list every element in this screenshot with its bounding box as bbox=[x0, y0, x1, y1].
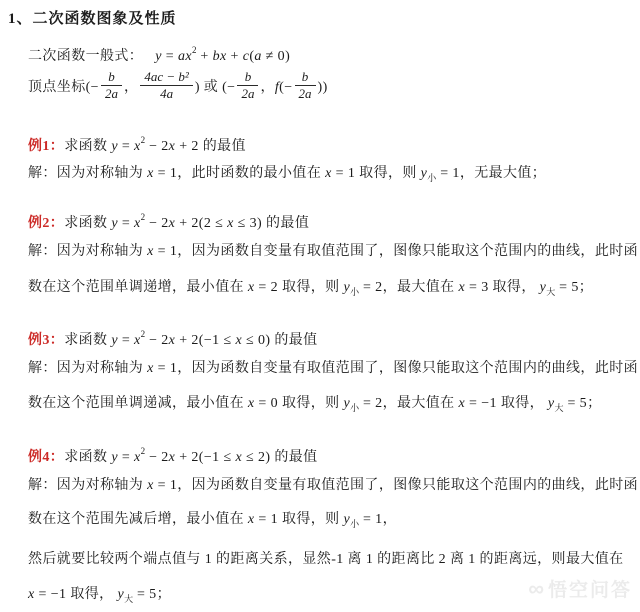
text-part: (− bbox=[218, 80, 236, 95]
text-part: = 2 bbox=[359, 280, 383, 295]
example-1-solution bbox=[28, 164, 546, 188]
text-part: x bbox=[247, 512, 255, 527]
text-part: 2 bbox=[191, 45, 197, 55]
text-part: = bbox=[117, 450, 135, 465]
text-part: = bbox=[117, 139, 135, 154]
text-part: ， bbox=[260, 80, 275, 95]
text-part: y bbox=[547, 396, 555, 411]
text-part: ， bbox=[382, 512, 397, 527]
text-part: a bbox=[254, 49, 262, 64]
example-4-solution-line-2 bbox=[28, 510, 397, 534]
text-part: + bbox=[196, 49, 213, 64]
text-part: 然后就要比较两个端点值与 1 的距离关系，显然-1 离 1 的距离比 2 离 1 的距离远，则最大值在 bbox=[28, 552, 624, 567]
text-part: 大 bbox=[546, 287, 556, 297]
example-3-solution-line-1 bbox=[28, 359, 638, 379]
vertex-formula-line bbox=[28, 62, 328, 114]
text-part: y bbox=[111, 139, 118, 154]
text-part: 求函数 bbox=[64, 450, 112, 465]
text-part: 求函数 bbox=[64, 216, 112, 231]
text-part: 取得， bbox=[492, 280, 540, 295]
text-part: y bbox=[155, 49, 162, 64]
text-part: x bbox=[227, 216, 234, 231]
text-part: 取得，则 bbox=[281, 280, 344, 295]
text-part: 的最值 bbox=[274, 333, 318, 348]
text-part: 顶点坐标 bbox=[28, 80, 86, 95]
text-part: = bbox=[161, 49, 178, 64]
text-part: = 5 bbox=[555, 280, 579, 295]
text-part: 求函数 bbox=[64, 333, 112, 348]
text-part: 大 bbox=[554, 403, 564, 413]
text-part: )) bbox=[317, 80, 328, 95]
text-part: x bbox=[134, 139, 141, 154]
text-part: + 2 bbox=[175, 139, 203, 154]
text-part: y bbox=[111, 216, 118, 231]
text-part: (− bbox=[85, 80, 99, 95]
fraction: $\frac{\text{4ac − b²}}{4a}$ bbox=[140, 69, 192, 103]
text-part: = 3 bbox=[465, 280, 493, 295]
text-part: 数在这个范围先减后增，最小值在 bbox=[28, 512, 248, 527]
text-part: 例2： bbox=[28, 216, 65, 231]
text-part: = 1 bbox=[153, 478, 178, 493]
text-part: = 1 bbox=[254, 512, 282, 527]
text-part: x bbox=[147, 361, 154, 376]
text-part: 例3： bbox=[28, 333, 65, 348]
text-part: bx bbox=[212, 49, 227, 64]
text-part: = bbox=[117, 333, 135, 348]
text-part: ； bbox=[587, 396, 602, 411]
text-part: ≤ 2) bbox=[242, 450, 275, 465]
text-part: = −1 bbox=[465, 396, 501, 411]
text-part: x bbox=[134, 450, 141, 465]
text-part: y bbox=[111, 450, 118, 465]
text-part: ， bbox=[123, 80, 139, 95]
text-part: 大 bbox=[124, 594, 134, 604]
text-part: x bbox=[168, 139, 176, 154]
watermark-logo-icon: ∞ bbox=[528, 575, 544, 601]
text-part: (− bbox=[279, 80, 293, 95]
text-part: = 1 bbox=[359, 512, 383, 527]
text-part: c bbox=[242, 49, 250, 64]
example-4-solution-line-3 bbox=[28, 550, 624, 570]
text-part: y bbox=[343, 280, 351, 295]
text-part: x bbox=[147, 244, 154, 259]
text-part: 2 bbox=[140, 135, 146, 145]
text-part: = 5 bbox=[133, 587, 157, 602]
text-part: x bbox=[134, 333, 141, 348]
text-part: 解：因为对称轴为 bbox=[28, 361, 148, 376]
text-part: = 0 bbox=[254, 396, 282, 411]
text-part: + 2(2 ≤ bbox=[175, 216, 228, 231]
text-part: 的最值 bbox=[274, 450, 318, 465]
text-part: ，此时函数的最小值在 bbox=[177, 166, 326, 181]
text-part: y bbox=[343, 512, 351, 527]
text-part: x bbox=[247, 280, 255, 295]
text-part: 取得，则 bbox=[281, 396, 344, 411]
text-part: 2 bbox=[140, 212, 146, 222]
text-part: ，因为函数自变量有取值范围了，图像只能取这个范围内的曲线，此时函 bbox=[177, 478, 639, 493]
text-part: = 1 bbox=[153, 166, 178, 181]
text-part: 取得，则 bbox=[359, 166, 421, 181]
text-part: = bbox=[117, 216, 135, 231]
text-part: ，因为函数自变量有取值范围了，图像只能取这个范围内的曲线，此时函 bbox=[177, 361, 639, 376]
text-part: − 2 bbox=[145, 450, 169, 465]
text-part: f bbox=[274, 80, 280, 95]
text-part: ，最大值在 bbox=[382, 280, 459, 295]
text-part: x bbox=[325, 166, 332, 181]
text-part: x bbox=[235, 450, 243, 465]
text-part: 解：因为对称轴为 bbox=[28, 478, 148, 493]
example-1-heading bbox=[28, 130, 246, 157]
example-2-heading bbox=[28, 207, 309, 234]
fraction: $\frac{b}{2a}$ bbox=[101, 69, 122, 103]
text-part: 2 bbox=[140, 329, 146, 339]
text-part: x bbox=[147, 478, 154, 493]
text-part: ，最大值在 bbox=[382, 396, 459, 411]
text-part: x bbox=[28, 587, 35, 602]
text-part: 或 bbox=[203, 80, 219, 95]
text-part: y bbox=[343, 396, 351, 411]
text-part: x bbox=[458, 396, 466, 411]
text-part: 取得， bbox=[500, 396, 548, 411]
fraction: $\frac{b}{2a}$ bbox=[237, 69, 258, 103]
text-part: + 2(−1 ≤ bbox=[175, 450, 236, 465]
watermark bbox=[528, 575, 632, 602]
example-4-solution-line-1 bbox=[28, 476, 638, 496]
text-part: 数在这个范围单调递增，最小值在 bbox=[28, 280, 248, 295]
text-part: ( bbox=[249, 49, 255, 64]
fraction: $\frac{b}{2a}$ bbox=[295, 69, 316, 103]
text-part: ax bbox=[177, 49, 192, 64]
text-part: = 2 bbox=[359, 396, 383, 411]
text-part: 取得，则 bbox=[281, 512, 344, 527]
text-part: 小 bbox=[350, 403, 360, 413]
text-part: 小 bbox=[427, 173, 437, 183]
text-part: 取得， bbox=[70, 587, 118, 602]
text-part: y bbox=[539, 280, 547, 295]
text-part: − 2 bbox=[145, 333, 169, 348]
text-part: x bbox=[235, 333, 243, 348]
text-part: = 1 bbox=[331, 166, 360, 181]
text-part: x bbox=[147, 166, 154, 181]
text-part: 小 bbox=[350, 519, 360, 529]
watermark-text: 悟空问答 bbox=[547, 580, 632, 601]
text-part: − 2 bbox=[145, 216, 169, 231]
text-part: = 2 bbox=[254, 280, 282, 295]
text-part: y bbox=[420, 166, 428, 181]
text-part: 二次函数一般式： bbox=[28, 49, 144, 64]
text-part: = 1 bbox=[153, 361, 178, 376]
text-part: x bbox=[134, 216, 141, 231]
text-part: 解：因为对称轴为 bbox=[28, 166, 148, 181]
text-part: x bbox=[247, 396, 255, 411]
text-part: 求函数 bbox=[64, 139, 112, 154]
text-part: 2 bbox=[140, 446, 146, 456]
text-part: ，无最大值； bbox=[459, 166, 547, 181]
example-4-solution-line-4 bbox=[28, 585, 171, 609]
text-part: 例1： bbox=[28, 139, 65, 154]
text-part: + 2(−1 ≤ bbox=[175, 333, 236, 348]
text-part: x bbox=[168, 216, 176, 231]
text-part: x bbox=[458, 280, 466, 295]
text-part: = 1 bbox=[153, 244, 178, 259]
text-part: 数在这个范围单调递减，最小值在 bbox=[28, 396, 248, 411]
text-part: = −1 bbox=[34, 587, 71, 602]
text-part: ； bbox=[578, 280, 594, 295]
text-part: = 5 bbox=[563, 396, 588, 411]
example-3-heading bbox=[28, 324, 318, 351]
example-2-solution-line-1 bbox=[28, 242, 638, 262]
text-part: − 2 bbox=[145, 139, 169, 154]
example-2-solution-line-2 bbox=[28, 278, 593, 302]
doc-title: 1、二次函数图象及性质 bbox=[8, 11, 177, 27]
text-part: 的最值 bbox=[202, 139, 246, 154]
text-part: y bbox=[117, 587, 125, 602]
text-part: ) bbox=[194, 80, 204, 95]
example-3-solution-line-2 bbox=[28, 394, 601, 418]
text-part: ； bbox=[156, 587, 171, 602]
text-part: 例4： bbox=[28, 450, 65, 465]
text-part: ≠ 0) bbox=[261, 49, 291, 64]
example-4-heading bbox=[28, 441, 318, 468]
text-part: 的最值 bbox=[266, 216, 310, 231]
text-part: 解：因为对称轴为 bbox=[28, 244, 148, 259]
text-part: ≤ 3) bbox=[233, 216, 267, 231]
text-part: ≤ 0) bbox=[242, 333, 275, 348]
text-part: 小 bbox=[350, 287, 360, 297]
text-part: x bbox=[168, 450, 176, 465]
text-part: y bbox=[111, 333, 118, 348]
text-part: x bbox=[168, 333, 176, 348]
text-part: + bbox=[226, 49, 243, 64]
text-part: ，因为函数自变量有取值范围了，图像只能取这个范围内的曲线，此时函 bbox=[177, 244, 639, 259]
text-part: = 1 bbox=[436, 166, 460, 181]
